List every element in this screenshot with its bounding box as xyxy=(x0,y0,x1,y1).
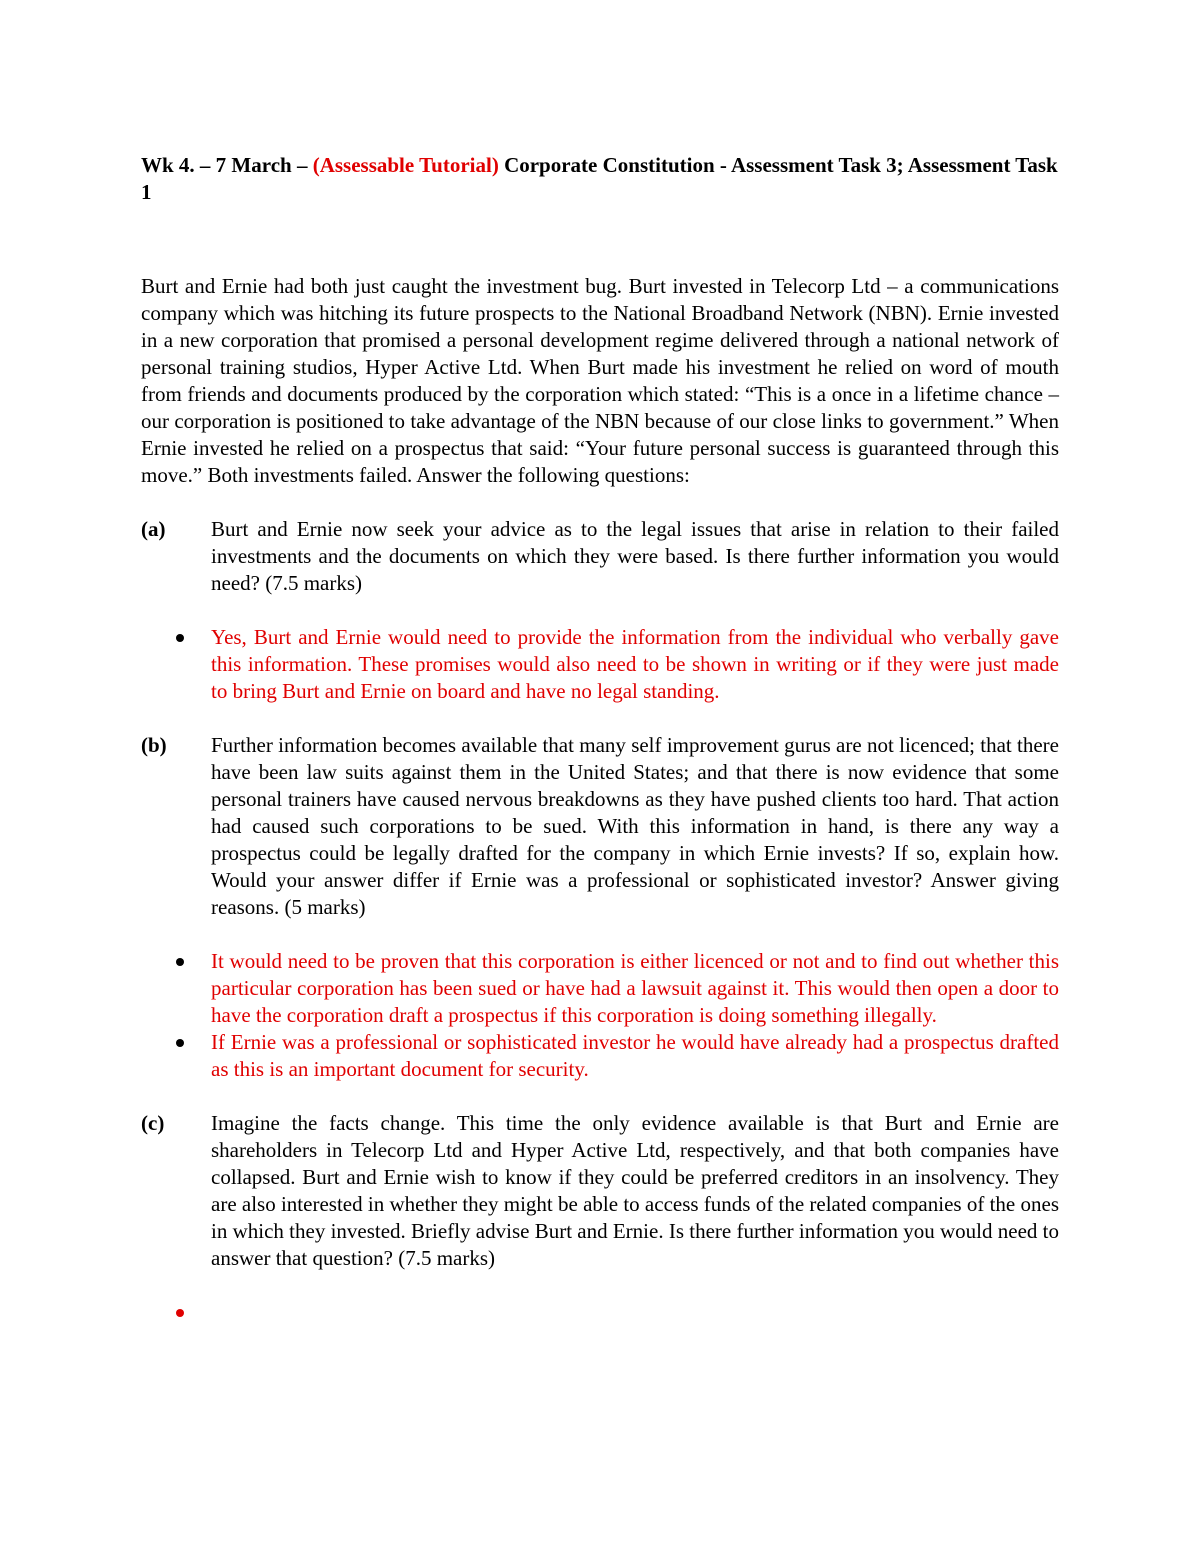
bullet-icon xyxy=(176,634,184,642)
question-c xyxy=(141,1110,1059,1272)
document-page xyxy=(141,152,1059,1326)
question-a xyxy=(141,516,1059,597)
heading-suffix: Corporate Constitution - Assessment Task 3; Assessment Task 1 xyxy=(141,153,1058,204)
scenario-paragraph: Burt and Ernie had both just caught the investment bug. Burt invested in Telecorp Ltd – a communications company which was hitching its future prospects to the National Broadband Network (NBN). Ernie invested in a new corporation that promised a personal development regime delivered through a national network of personal training studios, Hyper Active Ltd. When Burt made his investment he relied on word of mouth from friends and documents produced by the corporation which stated: “This is a once in a lifetime chance – our corporation is positioned to take advantage of the NBN because of our close links to government.” When Ernie invested he relied on a prospectus that said: “Your future personal success is guaranteed through this move.” Both investments failed. Answer the following questions: xyxy=(141,274,1059,487)
answer-text: Yes, Burt and Ernie would need to provide the information from the individual who verbally gave this information. These promises would also need to be shown in writing or if they were just made to bring Burt and Ernie on board and have no legal standing. xyxy=(211,625,1059,703)
question-label: (b) xyxy=(141,733,167,757)
answer-list-a xyxy=(141,624,1059,705)
bullet-icon xyxy=(176,1039,184,1047)
answer-item xyxy=(141,624,1059,705)
answer-item-empty xyxy=(141,1299,1059,1326)
answer-list-b xyxy=(141,948,1059,1083)
question-label: (a) xyxy=(141,517,166,541)
question-b xyxy=(141,732,1059,921)
question-label: (c) xyxy=(141,1111,165,1135)
answer-item xyxy=(141,948,1059,1029)
heading-prefix: Wk 4. – 7 March – xyxy=(141,153,313,177)
document-heading xyxy=(141,152,1059,206)
answer-list-c xyxy=(141,1299,1059,1326)
question-text: Imagine the facts change. This time the only evidence available is that Burt and Ernie are shareholders in Telecorp Ltd and Hyper Active Ltd, respectively, and that both companies have collapsed. Burt and Ernie wish to know if they could be preferred creditors in an insolvency. They are also interested in whether they might be able to access funds of the related companies of the ones in which they invested. Briefly advise Burt and Ernie. Is there further information you would need to answer that question? (7.5 marks) xyxy=(211,1111,1059,1270)
bullet-icon xyxy=(176,958,184,966)
answer-text: If Ernie was a professional or sophisticated investor he would have already had a prospectus drafted as this is an important document for security. xyxy=(211,1030,1059,1081)
question-text: Further information becomes available that many self improvement gurus are not licenced; that there have been law suits against them in the United States; and that there is now evidence that some personal trainers have caused nervous breakdowns as they have pushed clients too hard. That action had caused such corporations to be sued. With this information in hand, is there any way a prospectus could be legally drafted for the company in which Ernie invests? If so, explain how. Would your answer differ if Ernie was a professional or sophisticated investor? Answer giving reasons. (5 marks) xyxy=(211,733,1059,919)
question-text: Burt and Ernie now seek your advice as to the legal issues that arise in relation to their failed investments and the documents on which they were based. Is there further information you would need? (7.5 marks) xyxy=(211,517,1059,595)
answer-text: It would need to be proven that this corporation is either licenced or not and to find out whether this particular corporation has been sued or have had a lawsuit against it. This would then open a door to have the corporation draft a prospectus if this corporation is doing something illegally. xyxy=(211,949,1059,1027)
heading-highlight: (Assessable Tutorial) xyxy=(312,153,499,177)
bullet-icon xyxy=(176,1309,184,1317)
answer-item xyxy=(141,1029,1059,1083)
